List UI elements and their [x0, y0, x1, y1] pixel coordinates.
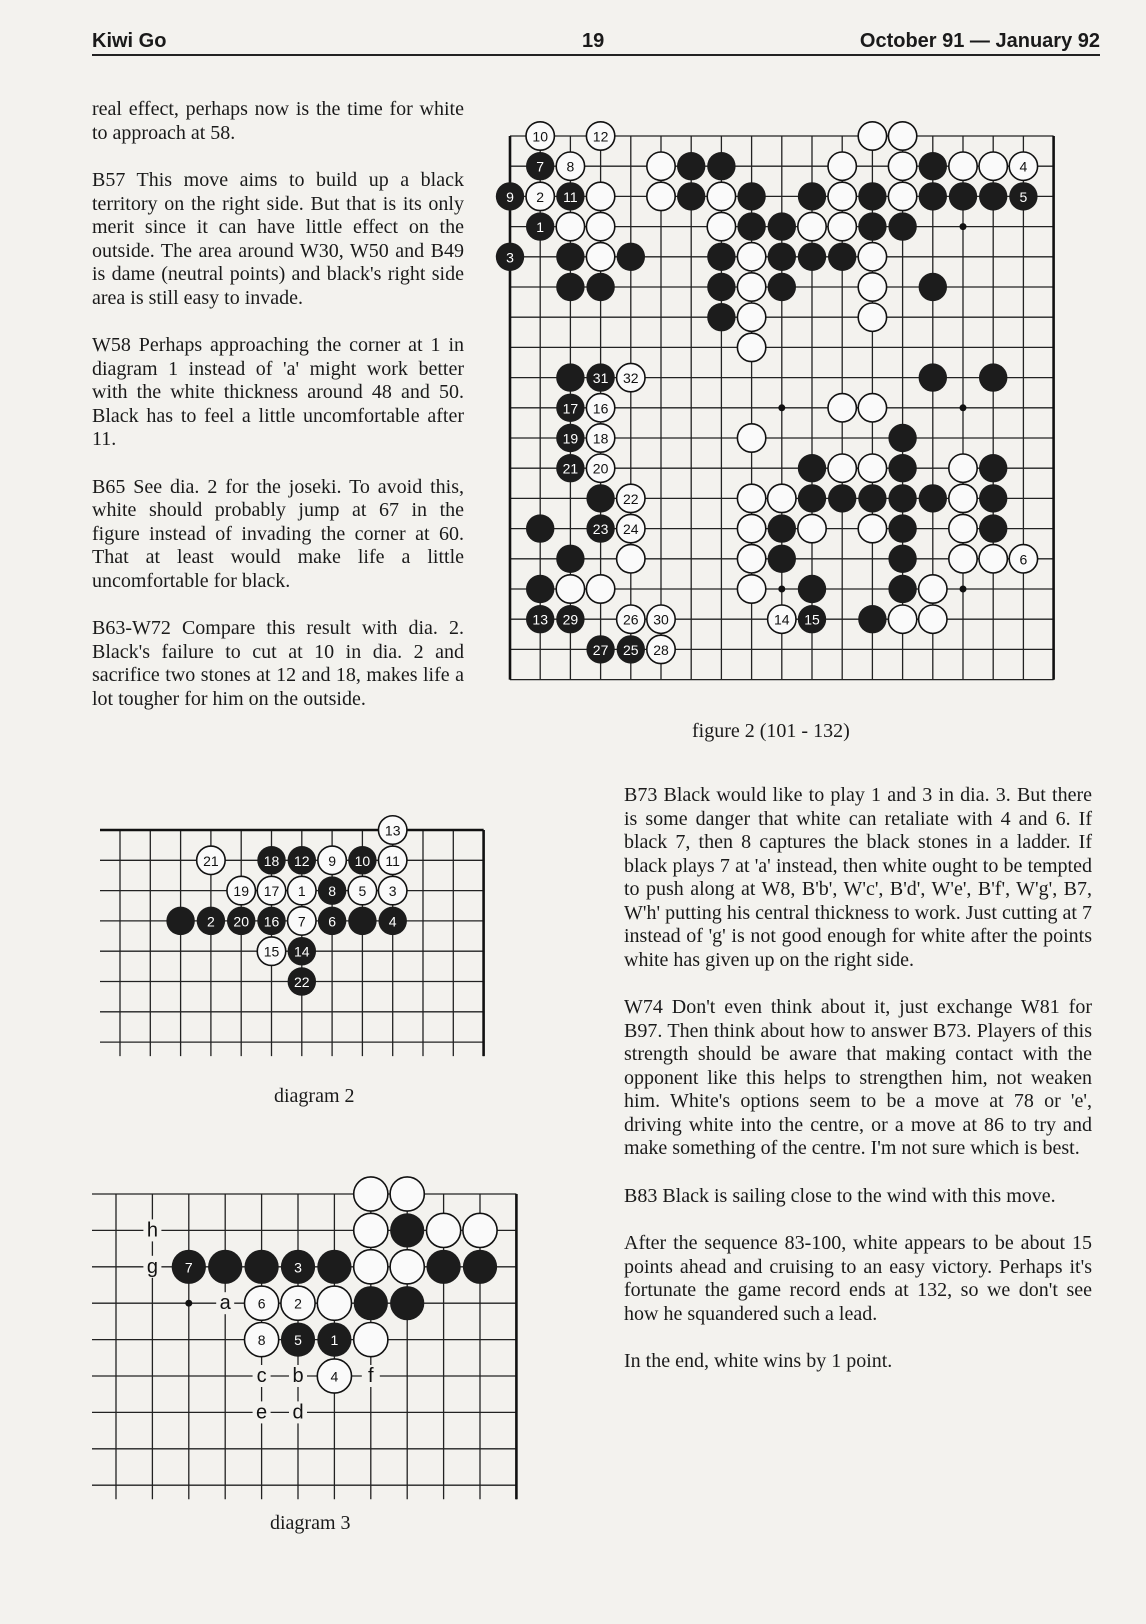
black-stone: [828, 243, 856, 271]
white-stone: [888, 605, 916, 633]
move-number: 29: [562, 611, 579, 628]
move-number: 20: [592, 460, 609, 477]
black-stone: [526, 152, 554, 180]
black-stone: [707, 303, 735, 331]
move-number: 15: [804, 611, 820, 628]
black-stone: [288, 937, 316, 965]
move-number: 11: [563, 188, 578, 205]
svg-text:d: d: [292, 1401, 304, 1424]
black-stone: [586, 514, 614, 542]
paragraph: B73 Black would like to play 1 and 3 in dia. 3. But there is some danger that white can retaliate with 4 and 6. If black 7, then 8 captures the black stones in a ladder. If black plays 7 at 'a' instead, then white ought to be tempted to push along at W8, B'b', W'c', B'd', W'e', B'f', W'g', B7, W'h' putting his central thickness to work. Just cutting at 7 instead of 'g' is not good enough for white after the points white has given up on the right side.: [624, 784, 1092, 971]
move-number: 16: [592, 400, 609, 417]
black-stone: [317, 1250, 351, 1284]
black-stone: [257, 846, 285, 874]
black-stone: [317, 1322, 351, 1356]
white-stone: [317, 1359, 351, 1393]
black-stone: [556, 394, 584, 422]
move-number: 13: [532, 611, 548, 628]
white-stone: [798, 212, 826, 240]
move-number: 19: [562, 430, 579, 447]
black-stone: [979, 514, 1007, 542]
black-stone: [858, 182, 886, 210]
white-stone: [348, 876, 376, 904]
move-number: 18: [263, 852, 280, 869]
move-number: 7: [184, 1259, 193, 1276]
black-stone: [556, 363, 584, 391]
svg-text:h: h: [146, 1219, 158, 1242]
white-stone: [586, 212, 614, 240]
black-stone: [888, 212, 916, 240]
move-number: 1: [330, 1332, 339, 1349]
black-stone: [858, 484, 886, 512]
star-point: [960, 404, 967, 411]
paragraph: W58 Perhaps approaching the corner at 1 in diagram 1 instead of 'a' might work better with the white thickness around 48 and 50. Black has to feel a little uncomfortable after 11.: [92, 334, 464, 450]
black-stone: [707, 243, 735, 271]
white-stone: [1009, 152, 1037, 180]
black-stone: [354, 1286, 388, 1320]
white-stone: [586, 394, 614, 422]
paragraph: real effect, perhaps now is the time for white to approach at 58.: [92, 98, 464, 144]
move-number: 5: [1019, 188, 1028, 205]
point-letter: [289, 1401, 307, 1423]
black-stone: [888, 484, 916, 512]
black-stone: [556, 182, 584, 210]
white-stone: [828, 394, 856, 422]
white-stone: [288, 876, 316, 904]
white-stone: [949, 484, 977, 512]
black-stone: [798, 484, 826, 512]
move-number: 17: [562, 400, 579, 417]
white-stone: [949, 514, 977, 542]
black-stone: [919, 273, 947, 301]
move-number: 10: [532, 128, 548, 145]
white-stone: [378, 876, 406, 904]
svg-text:f: f: [368, 1365, 374, 1387]
issue-date: October 91 — January 92: [859, 30, 1100, 52]
black-stone: [979, 363, 1007, 391]
black-stone: [737, 212, 765, 240]
move-number: 22: [294, 974, 310, 990]
white-stone: [979, 545, 1007, 573]
black-stone: [526, 212, 554, 240]
black-stone: [556, 424, 584, 452]
white-stone: [919, 605, 947, 633]
move-number: 18: [592, 430, 609, 447]
figure-2-board: [496, 110, 1076, 690]
black-stone: [677, 182, 705, 210]
figure-2-caption: figure 2 (101 - 132): [692, 720, 850, 742]
white-stone: [949, 152, 977, 180]
paragraph: B83 Black is sailing close to the wind with this move.: [624, 1184, 1056, 1207]
white-stone: [526, 182, 554, 210]
white-stone: [647, 635, 675, 663]
star-point: [960, 223, 967, 230]
black-stone: [586, 363, 614, 391]
move-number: 2: [207, 913, 215, 930]
black-stone: [166, 907, 194, 935]
black-stone: [257, 907, 285, 935]
star-point: [960, 586, 967, 593]
white-stone: [617, 363, 645, 391]
white-stone: [858, 303, 886, 331]
black-stone: [378, 907, 406, 935]
white-stone: [737, 424, 765, 452]
black-stone: [426, 1250, 460, 1284]
point-letter: [143, 1256, 161, 1278]
white-stone: [318, 846, 346, 874]
white-stone: [888, 122, 916, 150]
black-stone: [197, 907, 225, 935]
white-stone: [426, 1213, 460, 1247]
white-stone: [1009, 545, 1037, 573]
white-stone: [647, 152, 675, 180]
page-number: 19: [582, 30, 605, 52]
white-stone: [354, 1322, 388, 1356]
white-stone: [617, 484, 645, 512]
move-number: 6: [1019, 551, 1028, 568]
white-stone: [737, 333, 765, 361]
page-header: [92, 28, 1100, 56]
move-number: 10: [354, 852, 371, 869]
black-stone: [798, 182, 826, 210]
diagram-2-board: [100, 806, 540, 1096]
black-stone: [526, 514, 554, 542]
move-number: 23: [592, 521, 609, 538]
white-stone: [737, 545, 765, 573]
move-number: 9: [328, 852, 336, 869]
black-stone: [858, 605, 886, 633]
black-stone: [496, 243, 524, 271]
move-number: 21: [562, 460, 579, 477]
right-column: [624, 784, 1092, 1398]
move-number: 3: [388, 883, 397, 900]
journal-title: Kiwi Go: [92, 30, 167, 52]
black-stone: [919, 363, 947, 391]
point-letter: [216, 1292, 234, 1314]
black-stone: [798, 454, 826, 482]
white-stone: [556, 152, 584, 180]
black-stone: [1009, 182, 1037, 210]
white-stone: [858, 122, 886, 150]
black-stone: [556, 243, 584, 271]
white-stone: [288, 907, 316, 935]
white-stone: [586, 454, 614, 482]
black-stone: [768, 514, 796, 542]
move-number: 9: [506, 188, 514, 205]
black-stone: [556, 454, 584, 482]
white-stone: [227, 876, 255, 904]
move-number: 6: [328, 913, 336, 930]
paragraph: B63-W72 Compare this result with dia. 2. Black's failure to cut at 10 in dia. 2 and sacrifice two stones at 12 and 18, makes life a lot tougher for him on the outside.: [92, 617, 464, 710]
move-number: 6: [257, 1295, 266, 1312]
black-stone: [768, 212, 796, 240]
black-stone: [979, 182, 1007, 210]
paragraph: In the end, white wins by 1 point.: [624, 1350, 893, 1372]
white-stone: [737, 243, 765, 271]
white-stone: [257, 937, 285, 965]
point-letter: [253, 1365, 271, 1387]
white-stone: [257, 876, 285, 904]
move-number: 16: [263, 913, 280, 930]
white-stone: [858, 243, 886, 271]
black-stone: [677, 152, 705, 180]
svg-text:g: g: [146, 1255, 158, 1278]
paragraph: W74 Don't even think about it, just exchange W81 for B97. Then think about how to answer B73. Players of this strength should be aware that making contact with the opponent like this helps to strengthen him, not weaken him. White's options seem to be a move at 78 or 'e', driving white into the centre, or a move at 86 to try and make something of the centre. I'm not sure which is best.: [624, 996, 1092, 1159]
move-number: 17: [263, 883, 280, 900]
black-stone: [208, 1250, 242, 1284]
move-number: 2: [536, 188, 545, 205]
black-stone: [617, 635, 645, 663]
black-stone: [244, 1250, 278, 1284]
move-number: 8: [566, 158, 575, 175]
move-number: 24: [623, 521, 639, 538]
black-stone: [888, 575, 916, 603]
white-stone: [617, 514, 645, 542]
black-stone: [281, 1322, 315, 1356]
black-stone: [888, 545, 916, 573]
white-stone: [586, 575, 614, 603]
black-stone: [281, 1250, 315, 1284]
move-number: 4: [330, 1368, 339, 1385]
white-stone: [707, 212, 735, 240]
black-stone: [919, 484, 947, 512]
move-number: 8: [328, 883, 336, 900]
white-stone: [737, 514, 765, 542]
white-stone: [949, 545, 977, 573]
black-stone: [768, 545, 796, 573]
move-number: 26: [623, 611, 639, 628]
move-number: 4: [388, 913, 397, 930]
move-number: 19: [233, 883, 249, 900]
move-number: 20: [233, 913, 249, 930]
white-stone: [828, 454, 856, 482]
move-number: 4: [1019, 158, 1028, 175]
star-point: [778, 404, 785, 411]
black-stone: [586, 484, 614, 512]
white-stone: [888, 152, 916, 180]
black-stone: [919, 152, 947, 180]
move-number: 2: [294, 1295, 302, 1312]
white-stone: [556, 212, 584, 240]
white-stone: [888, 182, 916, 210]
white-stone: [768, 605, 796, 633]
black-stone: [556, 605, 584, 633]
move-number: 27: [592, 641, 609, 658]
black-stone: [888, 424, 916, 452]
move-number: 3: [506, 249, 514, 266]
move-number: 5: [358, 883, 367, 900]
svg-text:a: a: [219, 1292, 231, 1315]
black-stone: [318, 907, 346, 935]
move-number: 11: [385, 852, 400, 869]
move-number: 3: [294, 1259, 302, 1276]
white-stone: [828, 212, 856, 240]
svg-text:e: e: [256, 1401, 268, 1424]
black-stone: [463, 1250, 497, 1284]
white-stone: [737, 484, 765, 512]
move-number: 25: [623, 641, 639, 658]
black-stone: [737, 182, 765, 210]
move-number: 21: [203, 852, 219, 869]
white-stone: [354, 1213, 388, 1247]
move-number: 7: [536, 158, 545, 175]
paragraph: B57 This move aims to build up a black territory on the right side. But that is its only merit since it can have little effect on the outside. The area around W30, W50 and B49 is dame (neutral points) and black's right side area is still easy to invade.: [92, 169, 464, 309]
white-stone: [244, 1286, 278, 1320]
svg-text:c: c: [256, 1365, 267, 1387]
black-stone: [617, 243, 645, 271]
diagram-2-caption: diagram 2: [274, 1085, 355, 1107]
white-stone: [244, 1322, 278, 1356]
move-number: 15: [263, 943, 280, 960]
white-stone: [586, 122, 614, 150]
black-stone: [707, 152, 735, 180]
white-stone: [586, 243, 614, 271]
white-stone: [556, 575, 584, 603]
black-stone: [979, 454, 1007, 482]
white-stone: [858, 273, 886, 301]
move-number: 12: [592, 128, 609, 145]
white-stone: [828, 182, 856, 210]
black-stone: [496, 182, 524, 210]
black-stone: [288, 967, 316, 995]
white-stone: [858, 454, 886, 482]
black-stone: [888, 514, 916, 542]
white-stone: [354, 1177, 388, 1211]
white-stone: [737, 575, 765, 603]
white-stone: [737, 273, 765, 301]
black-stone: [586, 635, 614, 663]
white-stone: [197, 846, 225, 874]
move-number: 30: [653, 611, 669, 628]
white-stone: [647, 182, 675, 210]
black-stone: [556, 545, 584, 573]
point-letter: [289, 1365, 307, 1387]
white-stone: [768, 484, 796, 512]
black-stone: [828, 484, 856, 512]
black-stone: [390, 1286, 424, 1320]
star-point: [185, 1300, 192, 1307]
black-stone: [707, 273, 735, 301]
black-stone: [348, 907, 376, 935]
diagram-3-caption: diagram 3: [270, 1512, 351, 1534]
black-stone: [858, 212, 886, 240]
black-stone: [798, 575, 826, 603]
move-number: 12: [294, 852, 310, 869]
black-stone: [919, 182, 947, 210]
move-number: 5: [294, 1332, 302, 1349]
move-number: 1: [297, 883, 306, 900]
move-number: 14: [294, 943, 310, 960]
black-stone: [288, 846, 316, 874]
black-stone: [227, 907, 255, 935]
white-stone: [317, 1286, 351, 1320]
white-stone: [463, 1213, 497, 1247]
black-stone: [768, 273, 796, 301]
white-stone: [586, 182, 614, 210]
black-stone: [586, 273, 614, 301]
paragraph: After the sequence 83-100, white appears to be about 15 points ahead and cruising to an easy victory. Perhaps it's fortunate the game record ends at 132, so we don't see how he squandered such a lead.: [624, 1232, 1092, 1325]
diagram-3-board: [92, 1172, 552, 1522]
white-stone: [617, 545, 645, 573]
white-stone: [586, 424, 614, 452]
white-stone: [354, 1250, 388, 1284]
move-number: 8: [257, 1332, 266, 1349]
black-stone: [888, 454, 916, 482]
point-letter: [253, 1401, 271, 1423]
black-stone: [390, 1213, 424, 1247]
black-stone: [172, 1250, 206, 1284]
white-stone: [390, 1250, 424, 1284]
move-number: 31: [592, 370, 609, 387]
white-stone: [390, 1177, 424, 1211]
move-number: 28: [653, 641, 669, 658]
white-stone: [617, 605, 645, 633]
move-number: 22: [623, 490, 639, 507]
move-number: 13: [384, 822, 401, 839]
white-stone: [919, 575, 947, 603]
white-stone: [737, 303, 765, 331]
black-stone: [526, 575, 554, 603]
white-stone: [707, 182, 735, 210]
white-stone: [378, 816, 406, 844]
point-letter: [362, 1365, 380, 1387]
black-stone: [526, 605, 554, 633]
black-stone: [318, 876, 346, 904]
white-stone: [378, 846, 406, 874]
white-stone: [858, 394, 886, 422]
star-point: [778, 586, 785, 593]
black-stone: [798, 605, 826, 633]
move-number: 1: [536, 219, 545, 236]
white-stone: [798, 514, 826, 542]
black-stone: [949, 182, 977, 210]
move-number: 14: [774, 611, 790, 628]
move-number: 32: [623, 370, 639, 387]
black-stone: [979, 484, 1007, 512]
point-letter: [143, 1219, 161, 1241]
white-stone: [647, 605, 675, 633]
black-stone: [556, 273, 584, 301]
white-stone: [281, 1286, 315, 1320]
move-number: 7: [297, 913, 306, 930]
white-stone: [858, 514, 886, 542]
black-stone: [348, 846, 376, 874]
white-stone: [979, 152, 1007, 180]
white-stone: [949, 454, 977, 482]
paragraph: B65 See dia. 2 for the joseki. To avoid this, white should probably jump at 67 in the figure instead of invading the corner at 60. That at least would make life a little uncomfortable for black.: [92, 475, 464, 592]
svg-text:b: b: [292, 1365, 304, 1387]
left-column: [92, 98, 464, 735]
black-stone: [768, 243, 796, 271]
white-stone: [526, 122, 554, 150]
white-stone: [828, 152, 856, 180]
black-stone: [798, 243, 826, 271]
